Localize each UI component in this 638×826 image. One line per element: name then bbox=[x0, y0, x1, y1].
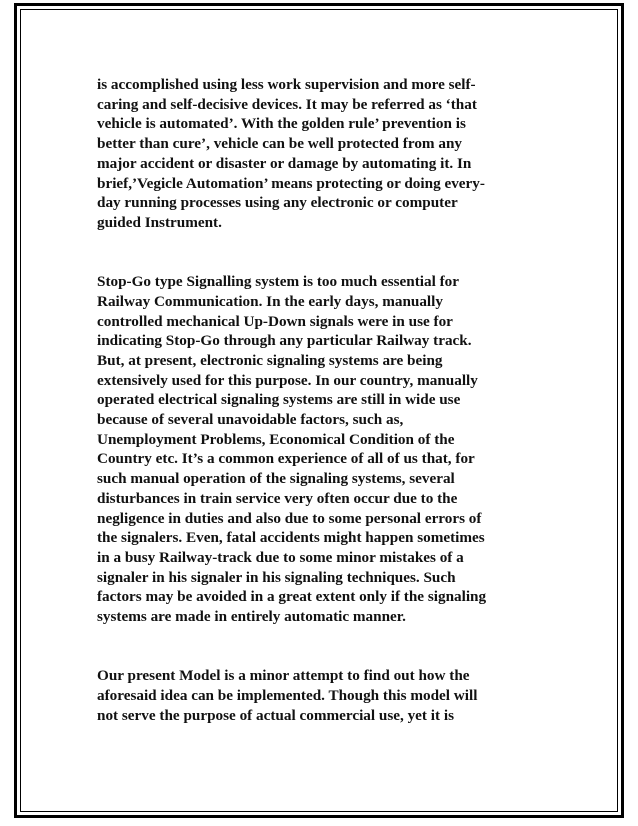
text-line: factors may be avoided in a great extent only if the signaling bbox=[97, 588, 487, 606]
paragraph-2 bbox=[97, 272, 537, 627]
text-line: major accident or disaster or damage by automating it. In bbox=[97, 154, 472, 172]
text-line: Stop-Go type Signalling system is too much essential for bbox=[97, 273, 459, 291]
text-line: vehicle is automated’. With the golden rule’ prevention is bbox=[97, 115, 466, 133]
text-line: operated electrical signaling systems are still in wide use bbox=[97, 391, 461, 409]
text-line: better than cure’, vehicle can be well protected from any bbox=[97, 135, 462, 153]
paragraph-1 bbox=[97, 75, 537, 233]
text-line: systems are made in entirely automatic manner. bbox=[97, 608, 406, 626]
text-line: indicating Stop-Go through any particular Railway track. bbox=[97, 332, 472, 350]
text-line: Country etc. It’s a common experience of all of us that, for bbox=[97, 450, 475, 468]
text-line: Railway Communication. In the early days, manually bbox=[97, 292, 443, 310]
text-line: brief,’Vegicle Automation’ means protecting or doing every- bbox=[97, 174, 485, 192]
text-line: in a busy Railway-track due to some minor mistakes of a bbox=[97, 548, 464, 566]
text-line: negligence in duties and also due to some personal errors of bbox=[97, 509, 482, 527]
document-body bbox=[97, 75, 537, 725]
text-line: is accomplished using less work supervision and more self- bbox=[97, 76, 476, 93]
text-line: Unemployment Problems, Economical Condition of the bbox=[97, 430, 455, 448]
text-line: Our present Model is a minor attempt to find out how the bbox=[97, 667, 470, 685]
text-line: caring and self-decisive devices. It may be referred as ‘that bbox=[97, 95, 477, 113]
text-line: day running processes using any electronic or computer bbox=[97, 194, 458, 212]
text-line: guided Instrument. bbox=[97, 213, 222, 231]
text-line: aforesaid idea can be implemented. Though this model will bbox=[97, 686, 478, 704]
text-line: disturbances in train service very often occur due to the bbox=[97, 489, 458, 507]
text-line: such manual operation of the signaling systems, several bbox=[97, 470, 455, 488]
text-line: But, at present, electronic signaling systems are being bbox=[97, 351, 443, 369]
text-line: the signalers. Even, fatal accidents might happen sometimes bbox=[97, 529, 485, 547]
paragraph-3 bbox=[97, 666, 537, 725]
text-line: controlled mechanical Up-Down signals were in use for bbox=[97, 312, 453, 330]
text-line: because of several unavoidable factors, such as, bbox=[97, 411, 404, 429]
text-line: not serve the purpose of actual commercial use, yet it is bbox=[97, 706, 454, 724]
text-line: extensively used for this purpose. In our country, manually bbox=[97, 371, 478, 389]
text-line: signaler in his signaler in his signaling techniques. Such bbox=[97, 568, 456, 586]
